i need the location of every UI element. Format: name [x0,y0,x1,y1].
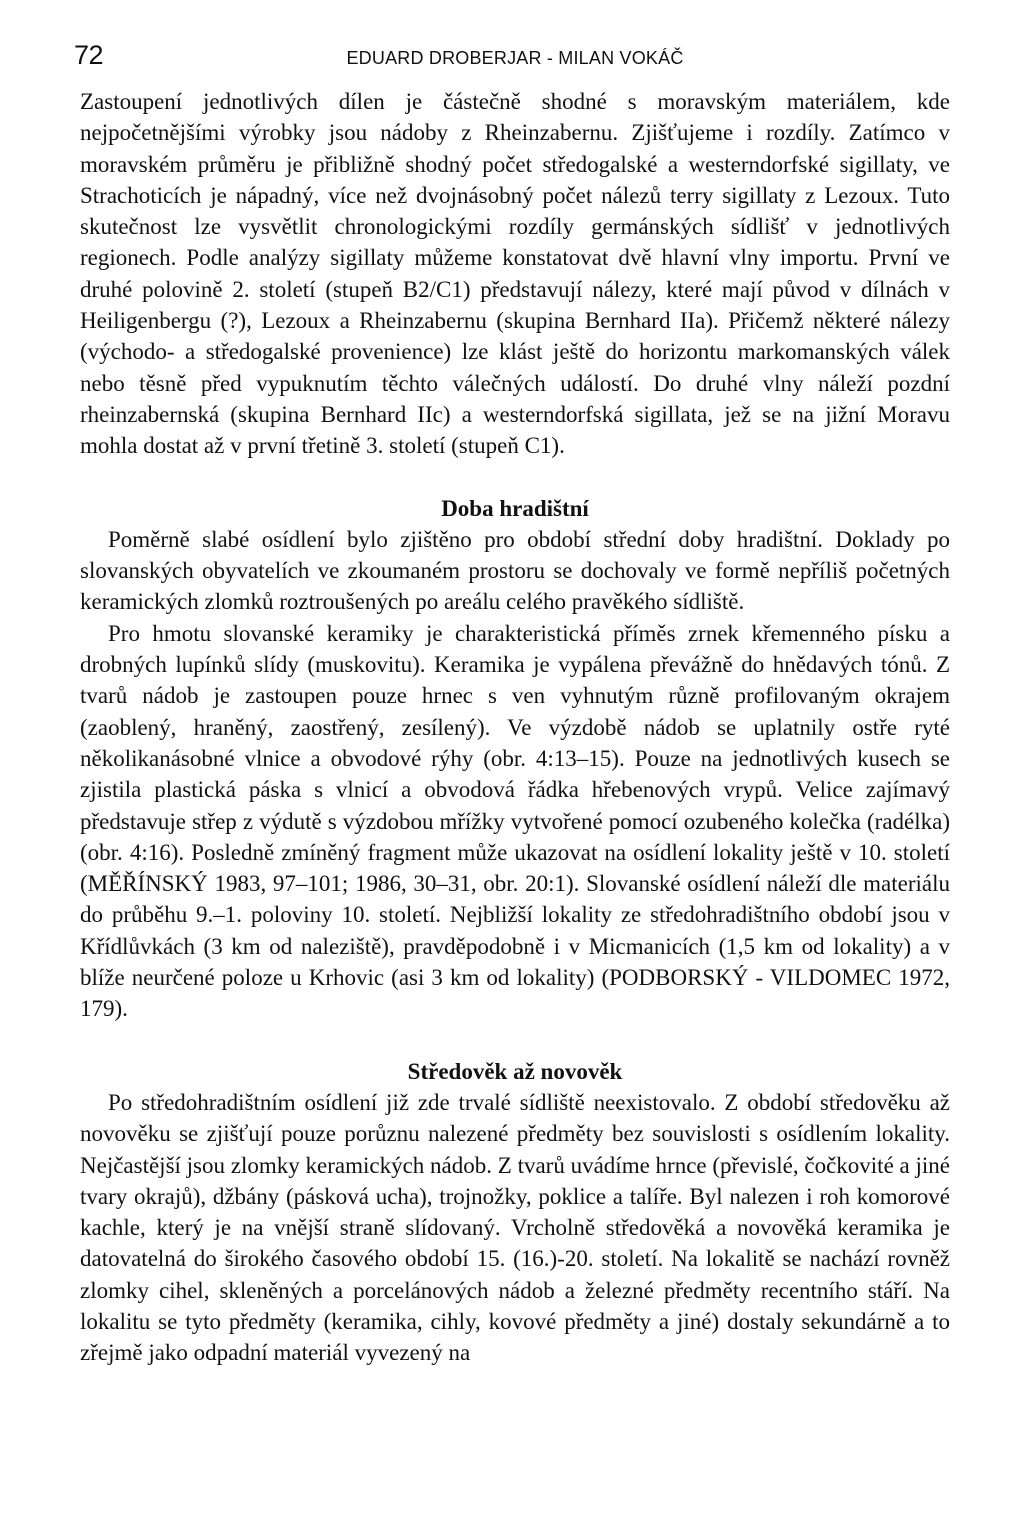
hradistni-paragraph-2: Pro hmotu slovanské keramiky je charakteristická příměs zrnek křemenného písku a drobných lupínků slídy (muskovitu). Keramika je vypálena převážně do hnědavých tónů. Z tvarů nádob je zastoupen pouze hrnec s ven vyhnutým různě profilovaným okrajem (zaoblený, hraněný, zaostřený, zesílený). Ve výzdobě nádob se uplatnily ostře ryté několikanásobné vlnice a obvodové rýhy (obr. 4:13–15). Pouze na jednotlivých kusech se zjistila plastická páska s vlnicí a obvodová řádka hřebenových vrypů. Velice zajímavý představuje střep z výdutě s výzdobou mřížky vytvořené pomocí ozubeného kolečka (radélka) (obr. 4:16). Posledně zmíněný fragment může ukazovat na osídlení lokality ještě v 10. století (MĚŘÍNSKÝ 1983, 97–101; 1986, 30–31, obr. 20:1). Slovanské osídlení náleží dle materiálu do průběhu 9.–1. poloviny 10. století. Nejbližší lokality ze středohradištního období jsou v Křídlůvkách (3 km od naleziště), pravděpodobně i v Micmanicích (1,5 km od lokality) a v blíže neurčené poloze u Krhovic (asi 3 km od lokality) (PODBORSKÝ - VILDOMEC 1972, 179). [80,620,950,1022]
hradistni-paragraph-1: Poměrně slabé osídlení bylo zjištěno pro období střední doby hradištní. Doklady po slovanských obyvatelích ve zkoumaném prostoru se dochovaly ve formě nepříliš početných keramických zlomků roztroušených po areálu celého pravěkého sídliště. [80,526,950,615]
running-head-title: EDUARD DROBERJAR - MILAN VOKÁČ [346,48,684,68]
stredovek-paragraph: Po středohradištním osídlení již zde trvalé sídliště neexistovalo. Z období středověku až novověku se zjišťují pouze porůznu nalezené předměty bez souvislosti s osídlením lokality. Nejčastější jsou zlomky keramických nádob. Z tvarů uvádíme hrnce (převislé, čočkovité a jiné tvary okrajů), džbány (pásková ucha), trojnožky, poklice a talíře. Byl nalezen i roh komorové kachle, který je na vnější straně slídovaný. Vrcholně středověká a novověká keramika je datovatelná do širokého časového období 15. (16.)-20. století. Na lokalitě se nachází rovněž zlomky cihel, skleněných a porcelánových nádob a železné předměty recentního stáří. Na lokalitu se tyto předměty (keramika, cihly, kovové předměty a jiné) dostaly sekundárně a to zřejmě jako odpadní materiál vyvezený na [80,1089,950,1366]
page [74,36,950,1369]
section-heading-doba-hradistni: Doba hradištní [441,495,589,521]
page-number: 72 [74,40,104,70]
body-text [80,86,950,1369]
section-heading-stredovek: Středověk až novověk [407,1058,623,1084]
intro-paragraph: Zastoupení jednotlivých dílen je částečně shodné s moravským materiálem, kde nejpočetnějšími výrobky jsou nádoby z Rheinzabernu. Zjišťujeme i rozdíly. Zatímco v moravském průměru je přibližně shodný počet středogalské a westerndorfské sigillaty, ve Strachoticích je nápadný, více než dvojnásobný počet nálezů terry sigillaty z Lezoux. Tuto skutečnost lze vysvětlit chronologickými rozdíly germánských sídlišť v jednotlivých regionech. Podle analýzy sigillaty můžeme konstatovat dvě hlavní vlny importu. První ve druhé polovině 2. století (stupeň B2/C1) představují nálezy, které mají původ v dílnách v Heiligenbergu (?), Lezoux a Rheinzabernu (skupina Bernhard IIa). Přičemž některé nálezy (východo- a středogalské provenience) lze klást ještě do horizontu markomanských válek nebo těsně před vypuknutím těchto válečných událostí. Do druhé vlny náleží pozdní rheinzabernská (skupina Bernhard IIc) a westerndorfská sigillata, jež se na jižní Moravu mohla dostat až v první třetině 3. století (stupeň C1). [80,89,950,459]
running-head [74,36,950,76]
